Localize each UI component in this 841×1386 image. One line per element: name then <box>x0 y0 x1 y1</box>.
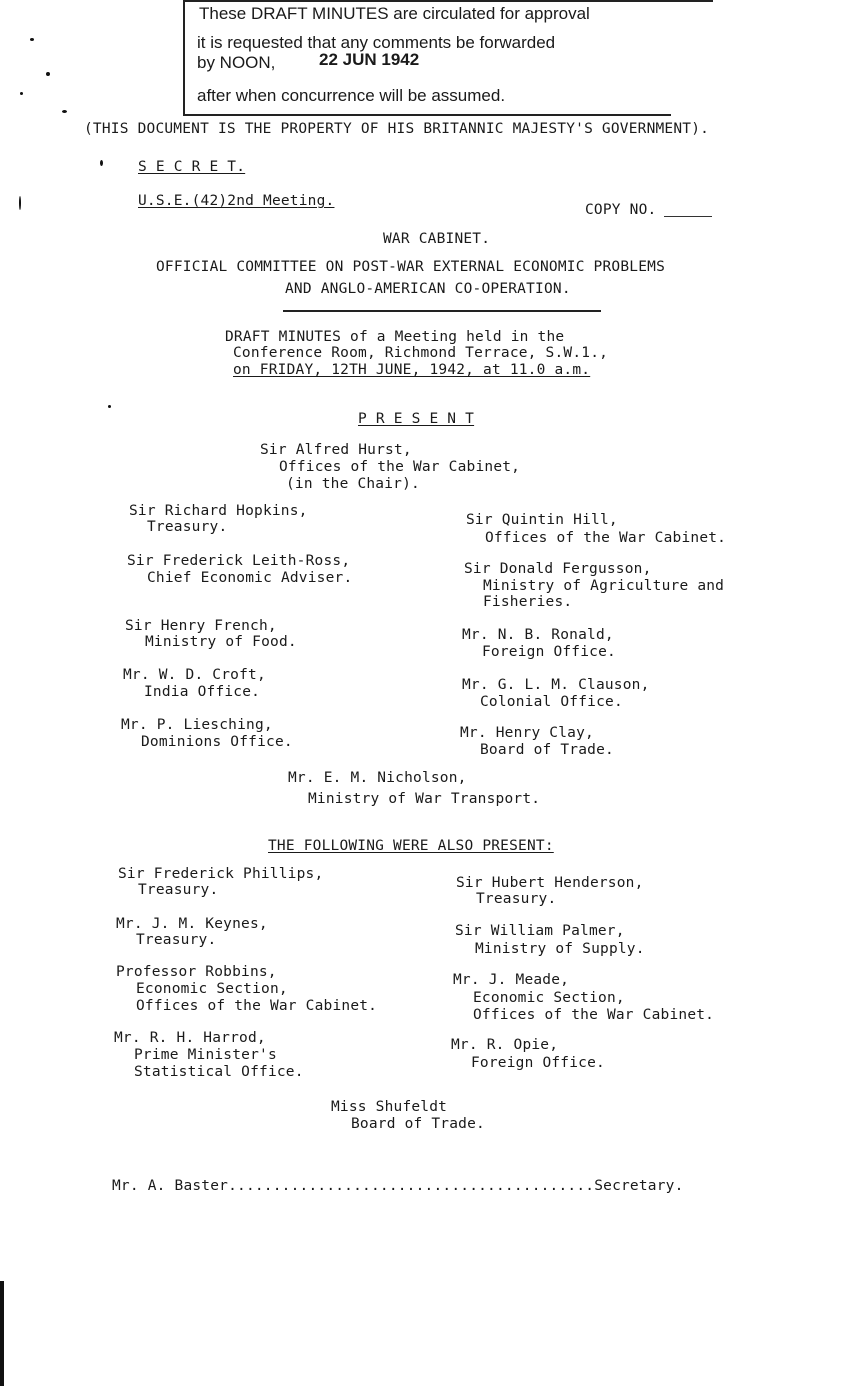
attendee-department: Ministry of Supply. <box>475 941 645 957</box>
attendee-name: Mr. N. B. Ronald, <box>462 627 614 643</box>
attendee-department: Board of Trade. <box>480 742 614 758</box>
attendee-name: Miss Shufeldt <box>331 1099 448 1115</box>
margin-mark <box>46 72 50 76</box>
attendee-name: Mr. R. H. Harrod, <box>114 1030 266 1046</box>
attendee-department-cont: Offices of the War Cabinet. <box>473 1007 715 1023</box>
attendee-department: Foreign Office. <box>482 644 616 660</box>
margin-mark <box>100 160 103 166</box>
attendee-name: Mr. W. D. Croft, <box>123 667 266 683</box>
attendee-department: Colonial Office. <box>480 694 623 710</box>
attendee-department: Chief Economic Adviser. <box>147 570 353 586</box>
document-reference: U.S.E.(42)2nd Meeting. <box>138 193 335 209</box>
attendee-department-cont: Statistical Office. <box>134 1064 304 1080</box>
attendee-name: Sir William Palmer, <box>455 923 625 939</box>
attendee-name: Mr. J. Meade, <box>453 972 570 988</box>
attendee-name: Mr. E. M. Nicholson, <box>288 770 467 786</box>
classification: S E C R E T. <box>138 159 246 175</box>
attendee-name: Sir Henry French, <box>125 618 277 634</box>
attendee-name: Sir Frederick Leith-Ross, <box>127 553 351 569</box>
copy-number-blank <box>664 216 712 217</box>
attendee-department: Prime Minister's <box>134 1047 277 1063</box>
also-present-heading: THE FOLLOWING WERE ALSO PRESENT: <box>268 838 554 854</box>
secretary-line: Mr. A. Baster.........................................Secretary. <box>112 1178 684 1194</box>
attendee-name: Mr. J. M. Keynes, <box>116 916 268 932</box>
attendee-name: Sir Donald Fergusson, <box>464 561 652 577</box>
margin-mark <box>30 38 34 41</box>
attendee-department: Treasury. <box>147 519 228 535</box>
meeting-line-2: Conference Room, Richmond Terrace, S.W.1., <box>233 345 609 361</box>
chair-name: Sir Alfred Hurst, <box>260 442 412 458</box>
attendee-department: Offices of the War Cabinet. <box>485 530 727 546</box>
stamp-line-3-prefix: by NOON, <box>197 53 276 72</box>
attendee-department: Ministry of War Transport. <box>308 791 541 807</box>
circulation-stamp <box>183 0 671 116</box>
attendee-department: Board of Trade. <box>351 1116 485 1132</box>
attendee-department: Treasury. <box>476 891 557 907</box>
attendee-department: Ministry of Food. <box>145 634 297 650</box>
attendee-department-cont: Fisheries. <box>483 594 573 610</box>
scan-edge <box>0 1281 4 1386</box>
attendee-name: Sir Richard Hopkins, <box>129 503 308 519</box>
property-note: (THIS DOCUMENT IS THE PROPERTY OF HIS BRITANNIC MAJESTY'S GOVERNMENT). <box>84 121 710 137</box>
attendee-name: Mr. R. Opie, <box>451 1037 559 1053</box>
committee-title-line-1: OFFICIAL COMMITTEE ON POST-WAR EXTERNAL ECONOMIC PROBLEMS <box>156 259 665 275</box>
attendee-department: Economic Section, <box>136 981 288 997</box>
margin-mark <box>20 92 23 95</box>
attendee-name: Sir Hubert Henderson, <box>456 875 644 891</box>
attendee-department: Treasury. <box>138 882 219 898</box>
committee-title-line-2: AND ANGLO-AMERICAN CO-OPERATION. <box>285 281 571 297</box>
attendee-department: Economic Section, <box>473 990 625 1006</box>
attendee-name: Mr. P. Liesching, <box>121 717 273 733</box>
copy-number-label: COPY NO. <box>585 202 657 218</box>
stamp-line-4: after when concurrence will be assumed. <box>197 86 506 105</box>
stamp-line-1: These DRAFT MINUTES are circulated for approval <box>199 4 590 23</box>
meeting-line-1: DRAFT MINUTES of a Meeting held in the <box>225 329 565 345</box>
attendee-name: Professor Robbins, <box>116 964 277 980</box>
attendee-name: Sir Frederick Phillips, <box>118 866 324 882</box>
margin-mark <box>108 405 111 408</box>
attendee-department: Dominions Office. <box>141 734 293 750</box>
title-divider <box>283 310 601 312</box>
attendee-department: India Office. <box>144 684 261 700</box>
chair-department: Offices of the War Cabinet, <box>279 459 521 475</box>
stamp-date: 22 JUN 1942 <box>319 50 420 69</box>
margin-mark <box>19 196 21 210</box>
attendee-department: Foreign Office. <box>471 1055 605 1071</box>
attendee-department: Treasury. <box>136 932 217 948</box>
attendee-name: Mr. Henry Clay, <box>460 725 594 741</box>
attendee-department-cont: Offices of the War Cabinet. <box>136 998 378 1014</box>
cabinet-title: WAR CABINET. <box>383 231 491 247</box>
meeting-line-3: on FRIDAY, 12TH JUNE, 1942, at 11.0 a.m. <box>233 362 591 378</box>
chair-role: (in the Chair). <box>286 476 420 492</box>
present-heading: P R E S E N T <box>358 411 475 427</box>
attendee-department: Ministry of Agriculture and <box>483 578 725 594</box>
attendee-name: Mr. G. L. M. Clauson, <box>462 677 650 693</box>
margin-mark <box>62 110 67 113</box>
attendee-name: Sir Quintin Hill, <box>466 512 618 528</box>
stamp-line-2: it is requested that any comments be forwarded <box>197 33 556 52</box>
